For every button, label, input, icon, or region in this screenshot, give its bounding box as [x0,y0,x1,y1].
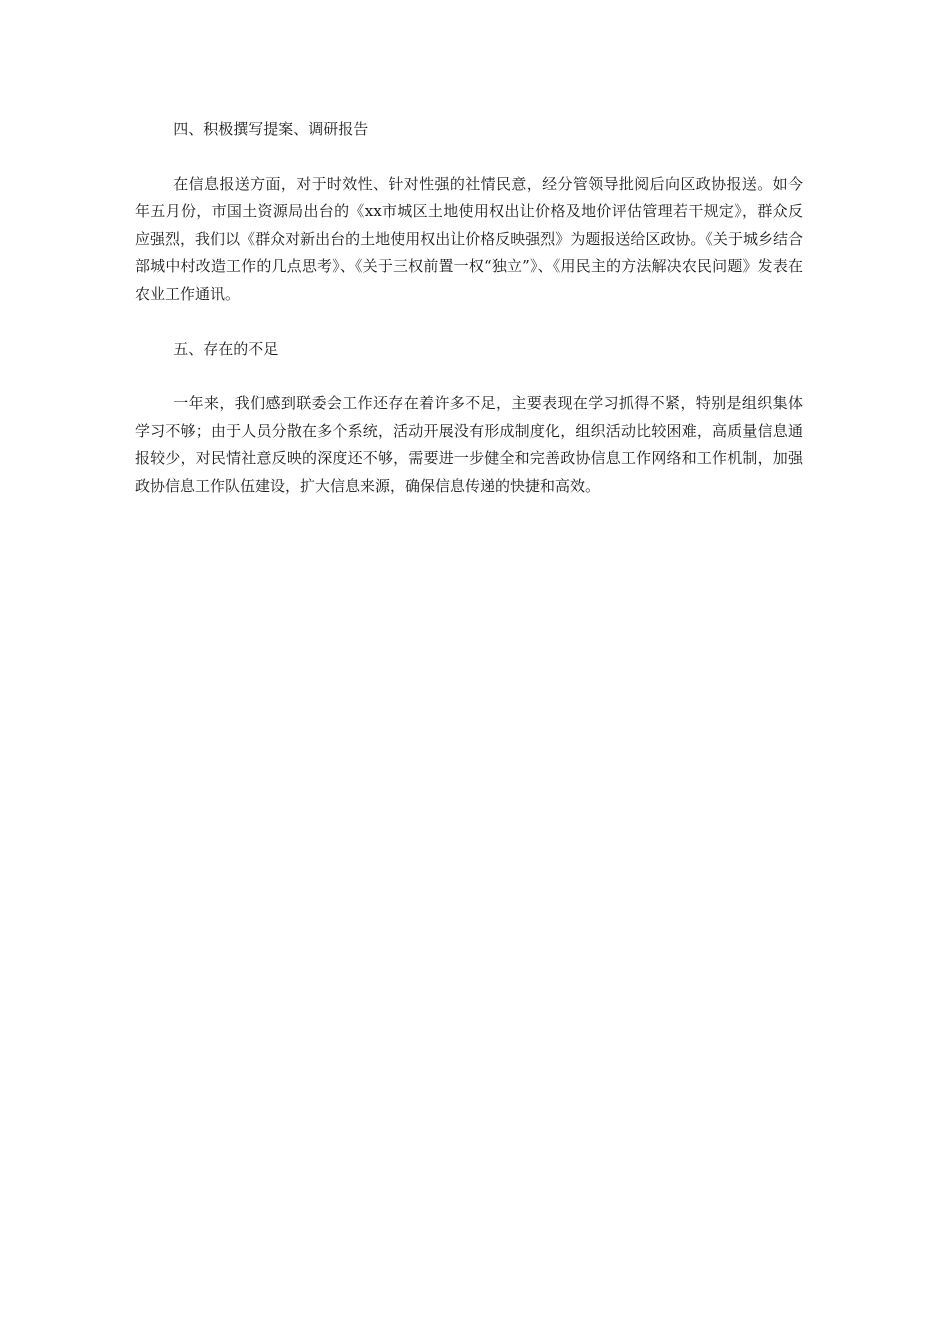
section-paragraph-4: 在信息报送方面，对于时效性、针对性强的社情民意，经分管领导批阅后向区政协报送。如今年五月份，市国土资源局出台的《xx市城区土地使用权出让价格及地价评估管理若干规定》，群众反应强烈，我们以《群众对新出台的土地使用权出让价格反映强烈》为题报送给区政协。《关于城乡结合部城中村改造工作的几点思考》、《关于三权前置一权“独立”》、《用民主的方法解决农民问题》发表在农业工作通讯。 [135,174,803,303]
section-paragraph-5: 一年来，我们感到联委会工作还存在着许多不足，主要表现在学习抓得不紧，特别是组织集体学习不够；由于人员分散在多个系统，活动开展没有形成制度化，组织活动比较困难，高质量信息通报较少，对民情社意反映的深度还不够，需要进一步健全和完善政协信息工作网络和工作机制，加强政协信息工作队伍建设，扩大信息来源，确保信息传递的快捷和高效。 [135,394,803,495]
section-heading-5: 五、存在的不足 [173,339,279,358]
section-heading-4: 四、积极撰写提案、调研报告 [173,120,369,138]
document-content [135,116,803,528]
